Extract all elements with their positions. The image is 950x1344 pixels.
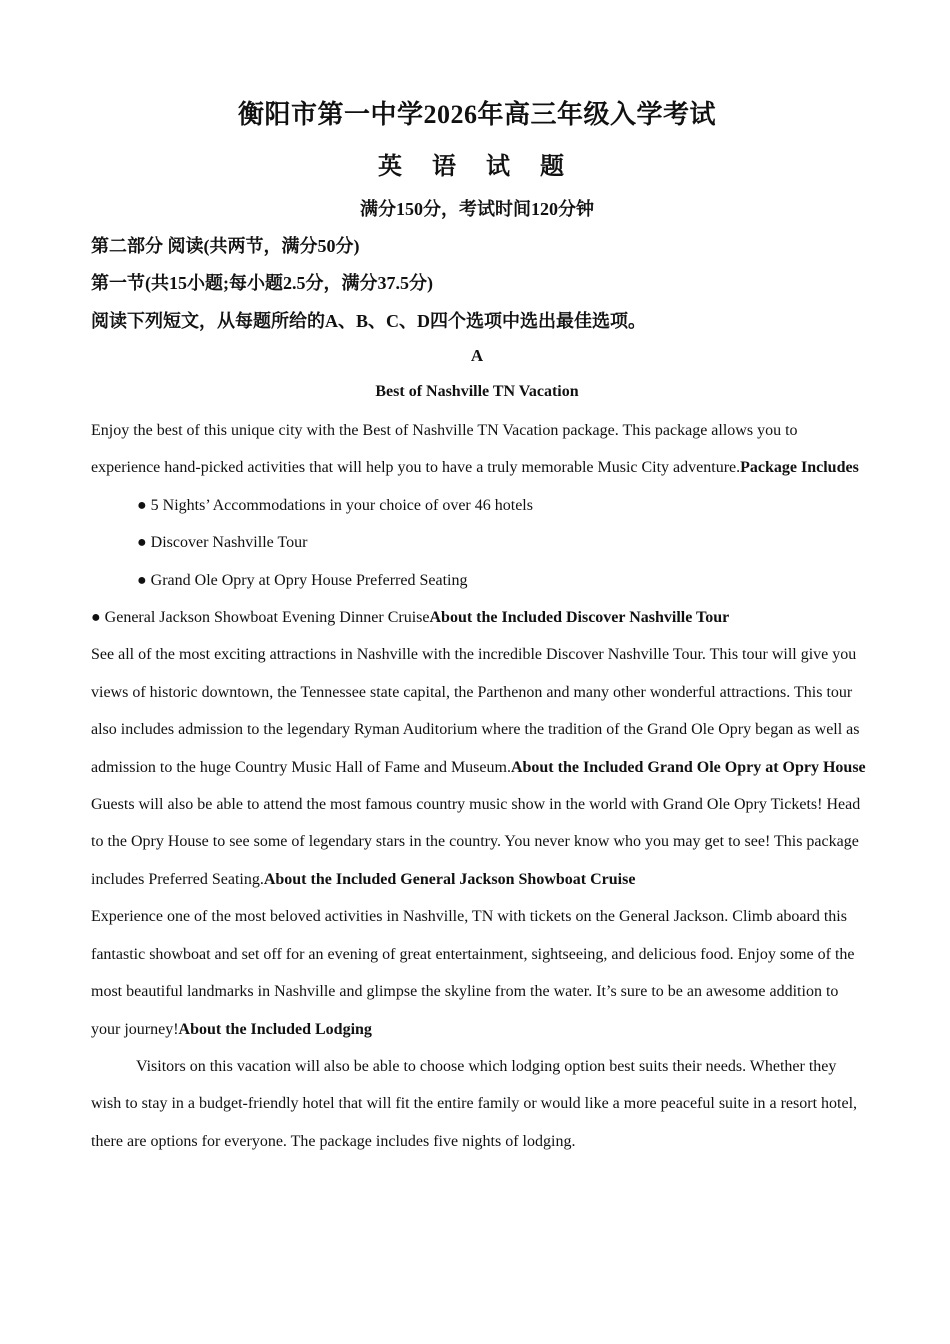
- part-heading: 第二部分 阅读(共两节，满分50分): [91, 236, 360, 256]
- passage-label: A: [470, 346, 484, 365]
- passage-body: [91, 412, 866, 1160]
- cruise-text: Experience one of the most beloved activities in Nashville, TN with tickets on the General Jackson. Climb aboard this fantastic showboat and set off for an evening of great entertainment, sightseeing, and delicious food. Enjoy some of the most beautiful landmarks in Nashville and glimpse the skyline from the water. It’s sure to be an awesome addition to your journey!About the Included Lodging: [91, 908, 855, 1038]
- opry-text: Guests will also be able to attend the most famous country music show in the world with Grand Ole Opry Tickets! Head to the Opry House to see some of legendary stars in the country. You never know who you may get to see! This package includes Preferred Seating.About the Included General Jackson Showboat Cruise: [91, 796, 861, 888]
- opry-heading: About the Included Grand Ole Opry at Opry House: [510, 758, 866, 776]
- package-heading: Package Includes: [740, 459, 859, 477]
- directions: 阅读下列短文，从每题所给的A、B、C、D四个选项中选出最佳选项。: [91, 311, 646, 331]
- section-heading: 第一节(共15小题;每小题2.5分，满分37.5分): [91, 273, 433, 293]
- list-item: ● Discover Nashville Tour: [137, 534, 308, 552]
- passage-title: Best of Nashville TN Vacation: [375, 383, 579, 400]
- lodging-text: Visitors on this vacation will also be able to choose which lodging option best suits their needs. Whether they wish to stay in a budget-friendly hotel that will fit the entire family or would like a more peaceful suite in a resort hotel, there are options for everyone. The package includes five nights of lodging.: [91, 1057, 858, 1150]
- cruise-heading: About the Included General Jackson Showboat Cruise: [263, 870, 636, 888]
- exam-title: 衡阳市第一中学2026年高三年级入学考试: [237, 100, 716, 129]
- tour-paragraph: [91, 599, 866, 636]
- list-item: ● 5 Nights’ Accommodations in your choice of over 46 hotels: [137, 496, 533, 514]
- list-item: ● Grand Ole Opry at Opry House Preferred Seating: [137, 571, 468, 589]
- lodging-heading: About the Included Lodging: [178, 1020, 372, 1038]
- tour-text: See all of the most exciting attractions in Nashville with the incredible Discover Nashville Tour. This tour will give you views of historic downtown, the Tennessee state capital, the Parthenon and many other wonderful attractions. This tour also includes admission to the legendary Ryman Auditorium where the tradition of the Grand Ole Opry began as well as admission to the huge Country Music Hall of Fame and Museum.About the Included Grand Ole Opry at Opry House: [91, 646, 866, 776]
- exam-meta: 满分150分，考试时间120分钟: [360, 199, 594, 219]
- exam-subject: 英 语 试 题: [378, 154, 576, 180]
- list-item: ● General Jackson Showboat Evening Dinner Cruise: [91, 609, 430, 627]
- tour-heading: About the Included Discover Nashville Tour: [429, 609, 730, 627]
- intro-paragraph: Enjoy the best of this unique city with the Best of Nashville TN Vacation package. This package allows you to experience hand-picked activities that will help you to have a truly memorable Music City adventure.Package Includes: [91, 422, 859, 477]
